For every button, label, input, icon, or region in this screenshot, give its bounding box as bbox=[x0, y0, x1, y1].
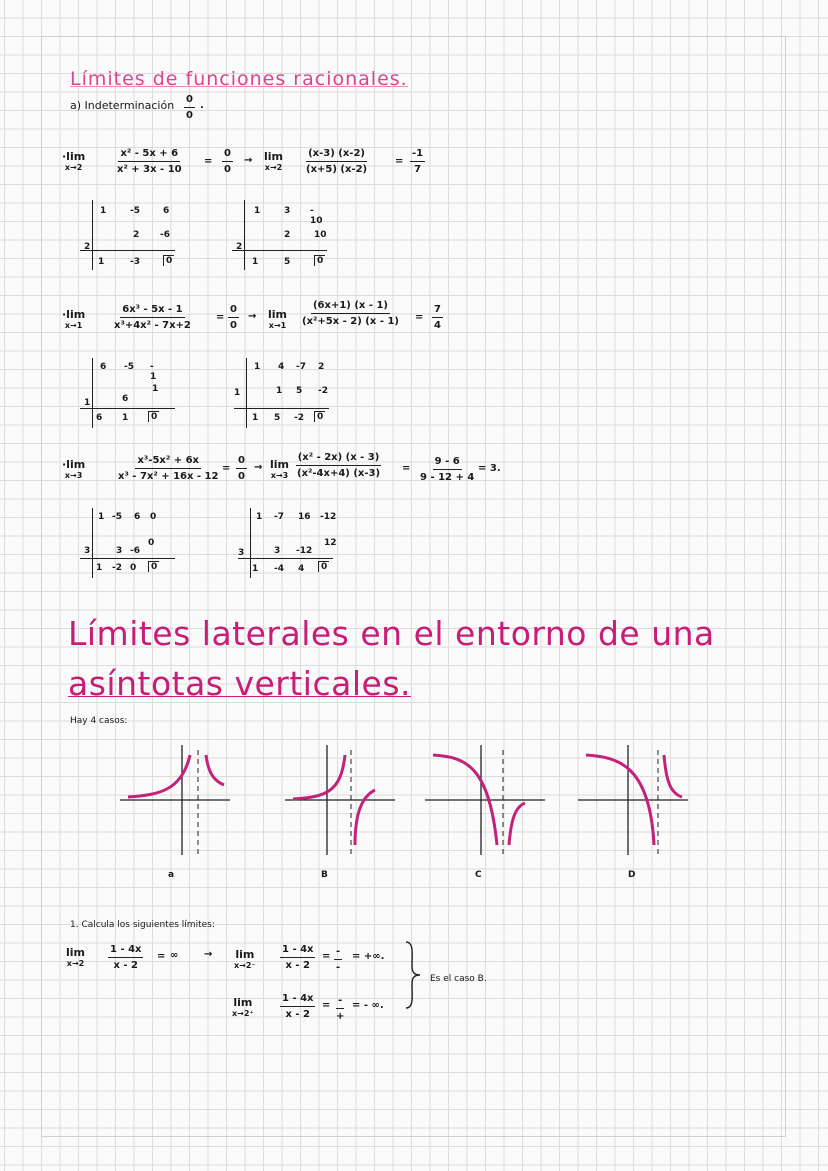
left-equals: = bbox=[322, 951, 331, 962]
ex2-equals2: = bbox=[415, 312, 424, 323]
right-result: = - ∞. bbox=[352, 1000, 384, 1011]
ex1-equals2: = bbox=[395, 156, 404, 167]
ex1-limit2: lim x→2 bbox=[264, 150, 284, 172]
left-result: = +∞. bbox=[352, 951, 385, 962]
subtitle: a) Indeterminación bbox=[70, 99, 175, 112]
ex3-final: = 3. bbox=[478, 463, 501, 474]
graph-case-a bbox=[120, 745, 230, 860]
ex2-limit2: lim x→1 bbox=[268, 308, 288, 330]
graph-case-d bbox=[578, 745, 688, 860]
ex3-result: $\frac{9 - 6}{9 - 12 + 4}$ bbox=[420, 456, 475, 483]
exercise-conclusion: Es el caso B. bbox=[430, 974, 487, 984]
exercise-limit: lim x→2 bbox=[66, 946, 86, 968]
notebook-page: Límites de funciones racionales. a) Indeterminación $\frac{0}{0}$ . ·lim x→2 $\frac{\text{x² - 5x + 6}}{\text{x² + 3x - 10}}$ = $\frac{0}{0}$ → lim x→2 $\frac{(x-3) (x-2)}{(x+5) (x-2)}$ = $\frac{-1}{7}$ 1 -5 6 2 -6 2 1 -3 0 1 3 - 10 2 10 2 1 5 0 ·lim x→1 $\frac{\text{6x³ - 5x - 1}}{\text{x³+4x² - 7x+2}}$ = $\frac{0}{0}$ → lim x→1 $\frac{(6x+1) (x - 1)}{\text{(x²+5x - 2) (x - 1)}}$ = $\frac{7}{4}$ 6 -5 - 1 6 1 1 6 1 0 1 4 -7 2 1 5 -2 1 1 5 -2 0 ·lim x→3 $\frac{\text{x³-5x² + 6x}}{\text{x³ - 7x² + 16x - 12}}$ = $\frac{0}{0}$ → lim x→3 $\frac{\text{(x² - 2x) (x - 3)}}{\text{(x²-4x+4) (x-3)}}$ = $\frac{9 - 6}{9 - 12 + 4}$ = 3. 1 -5 6 0 3 -6 0 3 1 -2 0 0 1 -7 16 -12 3 -12 12 3 1 -4 4 0 Límites laterales en el entorno de una asíntotas verticales. Hay 4 casos: a B C D 1. Calcula los siguientes límites: lim x→2 $\frac{1 - 4x}{x - 2}$ = ∞ → lim x→2⁻ $\frac{1 - 4x}{x - 2}$ = - - = +∞. lim x→2⁺ $\frac{1 - 4x}{x - 2}$ = - + = - ∞. Es el caso B. bbox=[0, 0, 828, 1171]
ex3-zero-fraction: $\frac{0}{0}$ bbox=[238, 455, 245, 482]
right-equals: = bbox=[322, 1000, 331, 1011]
ex1-zero-fraction: $\frac{0}{0}$ bbox=[224, 148, 231, 175]
graph-label-b: B bbox=[321, 870, 328, 880]
ex3-arrow: → bbox=[254, 462, 263, 473]
section2-title-line2: asíntotas verticales. bbox=[68, 664, 411, 703]
brace-symbol bbox=[400, 940, 424, 1010]
ex1-equals: = bbox=[204, 156, 213, 167]
ex1-factored-fraction: $\frac{(x-3) (x-2)}{(x+5) (x-2)}$ bbox=[306, 148, 368, 175]
exercise-arrow: → bbox=[204, 949, 213, 960]
left-limit: lim x→2⁻ bbox=[234, 948, 256, 970]
ex3-limit: ·lim x→3 bbox=[62, 458, 86, 480]
ex2-equals: = bbox=[216, 312, 225, 323]
graph-label-c: C bbox=[475, 870, 482, 880]
ex2-fraction: $\frac{\text{6x³ - 5x - 1}}{\text{x³+4x² - 7x+2}}$ bbox=[114, 304, 191, 331]
exercise-infinity: ∞ bbox=[170, 950, 179, 961]
right-fraction: $\frac{1 - 4x}{x - 2}$ bbox=[282, 993, 314, 1020]
left-signs: - - bbox=[336, 946, 341, 973]
cases-intro: Hay 4 casos: bbox=[70, 716, 128, 726]
right-limit: lim x→2⁺ bbox=[232, 996, 254, 1018]
ex2-zero-fraction: $\frac{0}{0}$ bbox=[230, 304, 237, 331]
ex3-limit2: lim x→3 bbox=[270, 458, 290, 480]
ex3-equals2: = bbox=[402, 463, 411, 474]
ex3-factored-fraction: $\frac{\text{(x² - 2x) (x - 3)}}{\text{(x²-4x+4) (x-3)}}$ bbox=[297, 452, 381, 479]
section2-title-line1: Límites laterales en el entorno de una bbox=[68, 614, 715, 653]
page-title: Límites de funciones racionales. bbox=[70, 68, 408, 90]
ex2-factored-fraction: $\frac{(6x+1) (x - 1)}{\text{(x²+5x - 2) (x - 1)}}$ bbox=[302, 300, 399, 327]
ex1-arrow: → bbox=[244, 155, 253, 166]
ex2-arrow: → bbox=[248, 311, 257, 322]
exercise-fraction: $\frac{1 - 4x}{x - 2}$ bbox=[110, 944, 142, 971]
graph-label-a: a bbox=[168, 870, 175, 880]
ex2-limit: ·lim x→1 bbox=[62, 308, 86, 330]
ex2-result: $\frac{7}{4}$ bbox=[434, 304, 441, 331]
ex1-result: $\frac{-1}{7}$ bbox=[412, 148, 424, 175]
ex3-equals: = bbox=[222, 463, 231, 474]
right-signs: - + bbox=[336, 995, 345, 1022]
exercise-equals: = bbox=[157, 951, 166, 962]
subtitle-fraction: $\frac{0}{0}$ bbox=[186, 94, 193, 121]
graph-case-c bbox=[425, 745, 545, 860]
graph-label-d: D bbox=[628, 870, 636, 880]
ex3-fraction: $\frac{\text{x³-5x² + 6x}}{\text{x³ - 7x² + 16x - 12}}$ bbox=[118, 455, 219, 482]
exercise-heading: 1. Calcula los siguientes límites: bbox=[70, 920, 215, 930]
ex1-limit: ·lim x→2 bbox=[62, 150, 86, 172]
left-fraction: $\frac{1 - 4x}{x - 2}$ bbox=[282, 944, 314, 971]
ex1-fraction: $\frac{\text{x² - 5x + 6}}{\text{x² + 3x - 10}}$ bbox=[117, 148, 182, 175]
graph-case-b bbox=[285, 745, 395, 860]
subtitle-dot: . bbox=[200, 100, 204, 111]
